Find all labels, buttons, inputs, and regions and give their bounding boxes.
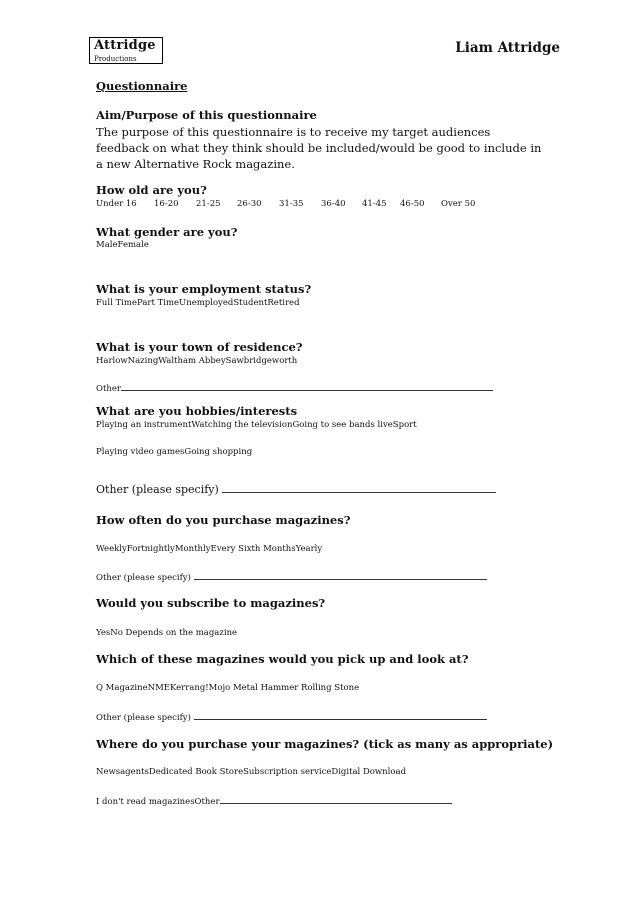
- town-other-line[interactable]: [121, 381, 493, 391]
- question-age: How old are you?: [96, 183, 207, 197]
- frequency-other-label: Other (please specify): [96, 573, 191, 583]
- age-option[interactable]: 41-45: [362, 199, 387, 209]
- aim-text: The purpose of this questionnaire is to receive my target audiences feedback on what they think should be included/would be good to include in a new Alternative Rock magazine.: [96, 125, 542, 171]
- where-options[interactable]: NewsagentsDedicated Book StoreSubscription serviceDigital Download: [96, 767, 407, 777]
- town-options[interactable]: HarlowNazingWaltham AbbeySawbridgeworth: [96, 356, 298, 366]
- age-option[interactable]: 36-40: [321, 199, 346, 209]
- frequency-other-field[interactable]: [96, 570, 487, 583]
- frequency-other-line[interactable]: [194, 570, 487, 580]
- hobby-other-field[interactable]: [96, 483, 496, 496]
- employment-options[interactable]: Full TimePart TimeUnemployedStudentRetired: [96, 298, 300, 308]
- logo-subtitle: Productions: [94, 55, 137, 63]
- hobby-options-row-2[interactable]: Playing video gamesGoing shopping: [96, 447, 253, 457]
- gender-options[interactable]: MaleFemale: [96, 240, 149, 250]
- where-other-line[interactable]: [220, 794, 452, 804]
- age-option[interactable]: 21-25: [196, 199, 221, 209]
- question-subscribe: Would you subscribe to magazines?: [96, 596, 326, 610]
- town-other-field[interactable]: [96, 381, 493, 394]
- age-option[interactable]: 46-50: [400, 199, 425, 209]
- age-option[interactable]: 26-30: [237, 199, 262, 209]
- pickup-other-field[interactable]: [96, 710, 487, 723]
- pickup-other-line[interactable]: [194, 710, 487, 720]
- company-logo: [89, 37, 163, 64]
- age-option[interactable]: 16-20: [154, 199, 179, 209]
- frequency-options[interactable]: WeeklyFortnightlyMonthlyEvery Sixth MonthsYearly: [96, 544, 323, 554]
- age-option[interactable]: Over 50: [441, 199, 476, 209]
- pickup-options[interactable]: Q MagazineNMEKerrang!Mojo Metal Hammer Rolling Stone: [96, 683, 360, 693]
- question-pickup: Which of these magazines would you pick up and look at?: [96, 652, 469, 666]
- logo-title: Attridge: [94, 38, 156, 53]
- document-title: Questionnaire: [96, 79, 188, 93]
- hobby-other-label: Other (please specify): [96, 483, 219, 496]
- pickup-other-label: Other (please specify): [96, 713, 191, 723]
- question-hobbies: What are you hobbies/interests: [96, 404, 298, 418]
- question-gender: What gender are you?: [96, 225, 238, 239]
- subscribe-options[interactable]: YesNo Depends on the magazine: [96, 628, 238, 638]
- question-where: Where do you purchase your magazines? (tick as many as appropriate): [96, 737, 554, 751]
- question-frequency: How often do you purchase magazines?: [96, 513, 351, 527]
- author-name: Liam Attridge: [455, 40, 560, 56]
- hobby-options-row-1[interactable]: Playing an instrumentWatching the televisionGoing to see bands liveSport: [96, 420, 417, 430]
- age-option[interactable]: 31-35: [279, 199, 304, 209]
- aim-heading: Aim/Purpose of this questionnaire: [96, 108, 317, 122]
- where-other-label: I don't read magazinesOther: [96, 797, 220, 807]
- where-other-field[interactable]: [96, 794, 452, 807]
- question-employment: What is your employment status?: [96, 282, 312, 296]
- age-option[interactable]: Under 16: [96, 199, 137, 209]
- town-other-label: Other: [96, 384, 121, 394]
- hobby-other-line[interactable]: [222, 483, 496, 493]
- question-town: What is your town of residence?: [96, 340, 303, 354]
